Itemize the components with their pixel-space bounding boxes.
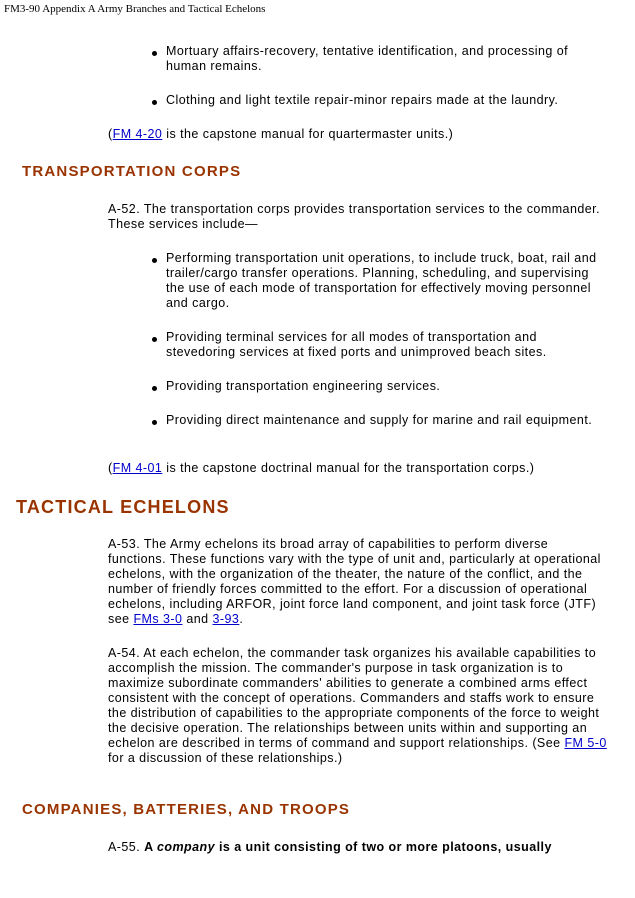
fm-5-0-link[interactable]: FM 5-0: [564, 736, 607, 750]
transportation-bullet-list: [150, 251, 602, 428]
list-item: Performing transportation unit operations, to include truck, boat, rail and trailer/cargo transfer operations. Planning, scheduling, and supervising the use of each mode of transportation for effectively moving personnel and cargo.: [150, 251, 602, 311]
running-head: FM3-90 Appendix A Army Branches and Tactical Echelons: [4, 3, 266, 15]
list-item: Mortuary affairs-recovery, tentative identification, and processing of human remains.: [150, 44, 602, 74]
fm-4-01-link[interactable]: FM 4-01: [112, 461, 163, 475]
fms-3-0-link[interactable]: FMs 3-0: [133, 612, 183, 626]
paragraph-a-54: A-54. At each echelon, the commander task organizes his available capabilities to accomplish the mission. The commander's purpose in task organization is to maximize subordinate commanders' abilities to generate a combined arms effect consistent with the concept of operations. Commanders and staffs work to ensure the distribution of capabilities to the appropriate components of the force to weight the decisive operation. The relationships between units within and supporting an echelon are described in terms of command and support relationships. (See FM 5-0 for a discussion of these relationships.): [108, 646, 607, 765]
fm-4-20-link[interactable]: FM 4-20: [112, 127, 163, 141]
companies-batteries-troops-heading: COMPANIES, BATTERIES, AND TROOPS: [22, 801, 351, 818]
transportation-note: (FM 4-01 is the capstone doctrinal manual for the transportation corps.): [108, 461, 535, 475]
paragraph-a-53: A-53. The Army echelons its broad array of capabilities to perform diverse functions. These functions vary with the type of unit and, particularly at operational echelons, with the organization of the theater, the nature of the conflict, and the number of friendly forces committed to the effort. For a discussion of operational echelons, including ARFOR, joint force land component, and joint task force (JTF) see FMs 3-0 and 3-93.: [108, 537, 601, 626]
list-item: Clothing and light textile repair-minor repairs made at the laundry.: [150, 93, 602, 108]
list-item: Providing direct maintenance and supply for marine and rail equipment.: [150, 413, 602, 428]
list-item: Providing terminal services for all modes of transportation and stevedoring services at fixed ports and unimproved beach sites.: [150, 330, 602, 360]
company-term: company: [157, 840, 216, 854]
quartermaster-bullet-list: [150, 44, 602, 108]
tactical-echelons-heading: TACTICAL ECHELONS: [16, 497, 230, 517]
paragraph-a-55: A-55. A company is a unit consisting of two or more platoons, usually: [108, 840, 552, 854]
paragraph-a-52: A-52. The transportation corps provides transportation services to the commander. These services include—: [108, 202, 601, 231]
fm-3-93-link[interactable]: 3-93: [212, 612, 240, 626]
list-item: Providing transportation engineering services.: [150, 379, 602, 394]
quartermaster-note: (FM 4-20 is the capstone manual for quartermaster units.): [108, 127, 454, 141]
transportation-corps-heading: TRANSPORTATION CORPS: [22, 163, 242, 180]
